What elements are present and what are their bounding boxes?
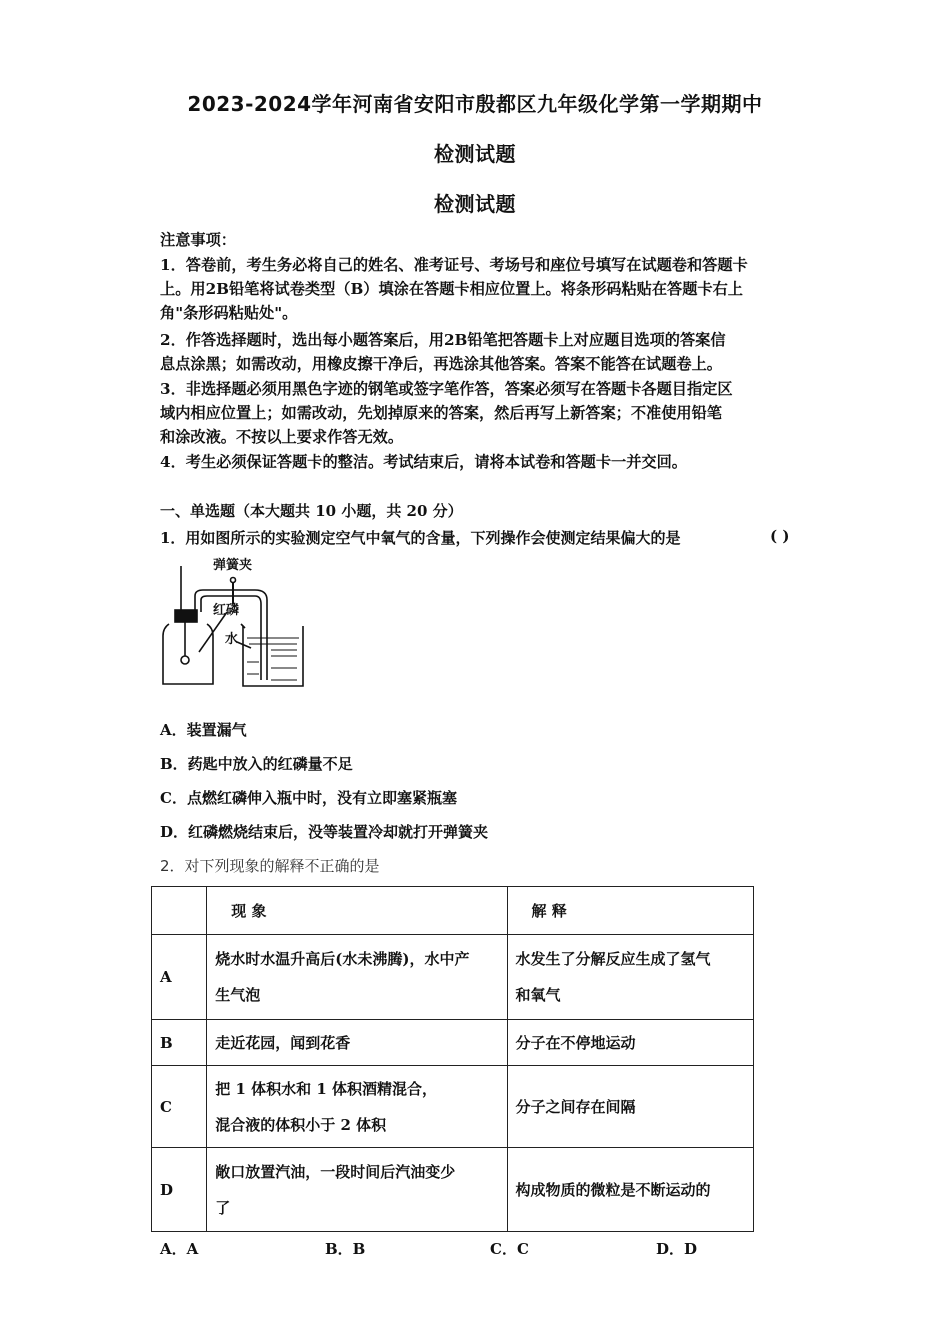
table-cell-phenomenon bbox=[207, 1148, 507, 1232]
label-spring-clip: 弹簧夹 bbox=[213, 558, 253, 573]
table-header-row bbox=[152, 887, 754, 935]
cell-line: 混合液的体积小于 2 体积 bbox=[215, 1115, 387, 1134]
cell-line: 把 1 体积水和 1 体积酒精混合， bbox=[215, 1079, 438, 1098]
combustion-spoon bbox=[181, 656, 189, 664]
table-cell-phenomenon bbox=[207, 1066, 507, 1148]
gas-bottle-outline bbox=[163, 624, 213, 684]
cell-line: 生气泡 bbox=[215, 986, 261, 1004]
table-header-cell bbox=[152, 887, 207, 935]
cell-line: 烧水时水温升高后(水未沸腾)，水中产 bbox=[215, 950, 470, 968]
table-cell-explanation bbox=[507, 1148, 754, 1232]
table-row-key: C bbox=[152, 1066, 207, 1148]
table-row bbox=[152, 1066, 754, 1148]
notice-line: 息点涂黑；如需改动，用橡皮擦干净后，再选涂其他答案。答案不能答在试题卷上。 bbox=[160, 355, 722, 373]
cell-line: 分子在不停地运动 bbox=[515, 1033, 636, 1052]
notice-heading: 注意事项： bbox=[160, 231, 236, 249]
question-2-option-a[interactable]: A．A bbox=[160, 1240, 199, 1258]
bottle-stopper bbox=[175, 610, 197, 622]
section-heading: 一、单选题（本大题共 10 小题，共 20 分） bbox=[160, 502, 463, 520]
table-cell-explanation bbox=[507, 1020, 754, 1066]
table-row-key: A bbox=[152, 935, 207, 1020]
question-1-option-b[interactable]: B．药匙中放入的红磷量不足 bbox=[160, 755, 353, 773]
question-2-option-c[interactable]: C．C bbox=[490, 1240, 529, 1258]
notice-line: 4．考生必须保证答题卡的整洁。考试结束后，请将本试卷和答题卡一并交回。 bbox=[160, 453, 687, 471]
question-2-option-b[interactable]: B．B bbox=[325, 1240, 366, 1258]
cell-line: 分子之间存在间隔 bbox=[515, 1097, 636, 1116]
question-1-stem: 1．用如图所示的实验测定空气中氧气的含量，下列操作会使测定结果偏大的是 bbox=[160, 529, 681, 547]
water-lines bbox=[247, 638, 299, 680]
notice-line: 上。用2B铅笔将试卷类型（B）填涂在答题卡相应位置上。将条形码粘贴在答题卡右上 bbox=[160, 280, 743, 298]
table-cell-explanation bbox=[507, 935, 754, 1020]
answer-parenthesis: ( ) bbox=[770, 527, 790, 545]
table-header-cell: 解 释 bbox=[507, 887, 754, 935]
table-cell-phenomenon bbox=[207, 1020, 507, 1066]
exam-title-line2: 检测试题 bbox=[434, 142, 516, 166]
table-row bbox=[152, 935, 754, 1020]
question-1-option-c[interactable]: C．点燃红磷伸入瓶中时，没有立即塞紧瓶塞 bbox=[160, 789, 457, 807]
table-row bbox=[152, 1020, 754, 1066]
notice-line: 域内相应位置上；如需改动，先划掉原来的答案，然后再写上新答案；不准使用铅笔 bbox=[160, 404, 722, 422]
table-header-cell: 现 象 bbox=[207, 887, 507, 935]
cell-line: 构成物质的微粒是不断运动的 bbox=[515, 1180, 711, 1199]
exam-title-line3: 检测试题 bbox=[434, 192, 516, 216]
label-water: 水 bbox=[225, 632, 239, 647]
cell-line: 水发生了分解反应生成了氢气 bbox=[515, 950, 711, 968]
table-row-key: B bbox=[152, 1020, 207, 1066]
cell-line: 走近花园，闻到花香 bbox=[215, 1033, 351, 1052]
label-red-phosphorus: 红磷 bbox=[213, 603, 240, 618]
notice-line: 3．非选择题必须用黑色字迹的钢笔或签字笔作答，答案必须写在答题卡各题目指定区 bbox=[160, 380, 733, 398]
cell-line: 敞口放置汽油，一段时间后汽油变少 bbox=[215, 1162, 456, 1181]
cell-line: 了 bbox=[215, 1198, 231, 1217]
phenomenon-explanation-table bbox=[151, 886, 754, 1232]
table-cell-phenomenon bbox=[207, 935, 507, 1020]
exam-title-line1: 2023-2024学年河南省安阳市殷都区九年级化学第一学期期中 bbox=[187, 92, 763, 116]
notice-line: 2．作答选择题时，选出每小题答案后，用2B铅笔把答题卡上对应题目选项的答案信 bbox=[160, 331, 726, 349]
apparatus-figure bbox=[155, 552, 315, 692]
question-1-option-a[interactable]: A．装置漏气 bbox=[160, 721, 247, 739]
question-1-option-d[interactable]: D．红磷燃烧结束后，没等装置冷却就打开弹簧夹 bbox=[160, 823, 489, 841]
table-row-key: D bbox=[152, 1148, 207, 1232]
question-2-option-d[interactable]: D．D bbox=[656, 1240, 698, 1258]
notice-line: 1．答卷前，考生务必将自己的姓名、准考证号、考场号和座位号填写在试题卷和答题卡 bbox=[160, 256, 748, 274]
question-2-stem: 2．对下列现象的解释不正确的是 bbox=[160, 857, 380, 875]
table-row bbox=[152, 1148, 754, 1232]
table-cell-explanation bbox=[507, 1066, 754, 1148]
notice-line: 和涂改液。不按以上要求作答无效。 bbox=[160, 428, 403, 446]
cell-line: 和氧气 bbox=[515, 986, 561, 1004]
notice-line: 角"条形码粘贴处"。 bbox=[160, 304, 298, 322]
